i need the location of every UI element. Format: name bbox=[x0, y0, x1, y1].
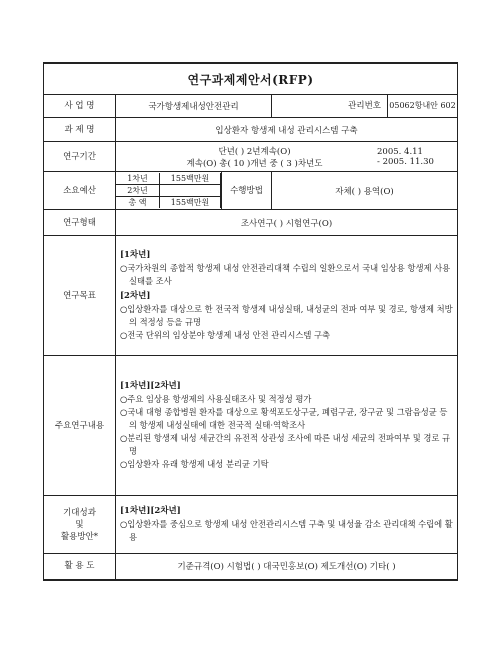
budget-row bbox=[116, 185, 221, 197]
budget-year: 총 액 bbox=[116, 197, 160, 209]
budget-row bbox=[116, 197, 221, 209]
goal-item: ○입상환자를 대상으로 한 전국적 항생제 내성실태, 내성균의 전파 여부 및 경로, 항생제 처방의 적정성 등을 규명 bbox=[120, 304, 453, 327]
outcome-body bbox=[116, 496, 458, 554]
outcome-item: ○입상환자를 중심으로 항생제 내성 안전관리시스템 구축 및 내성율 감소 관리대책 수립에 활용 bbox=[120, 519, 453, 542]
task-name-label: 과 제 명 bbox=[44, 118, 116, 142]
budget-amount: 155백만원 bbox=[160, 173, 221, 185]
budget-table bbox=[116, 173, 221, 208]
period-value bbox=[116, 142, 458, 172]
period-years: 계속(O) 총( 10 )개년 중 ( 3 )차년도 bbox=[186, 158, 323, 169]
goal-year1-heading: [1차년] bbox=[120, 250, 151, 260]
content-item: ○주요 임상용 항생제의 사용실태조사 및 적정성 평가 bbox=[120, 394, 312, 404]
outcome-label-line: 활용방안* bbox=[60, 531, 99, 542]
method-value: 자체( ) 용역(O) bbox=[272, 172, 458, 210]
research-form-label: 연구형태 bbox=[44, 210, 116, 236]
goal-year2-heading: [2차년] bbox=[120, 291, 151, 301]
budget-amount: 155백만원 bbox=[160, 197, 221, 209]
budget-year: 2차년 bbox=[116, 185, 160, 197]
content-item: ○임상환자 유래 항생제 내성 분리균 기탁 bbox=[120, 459, 269, 469]
task-name-value: 입상환자 항생제 내성 관리시스템 구축 bbox=[116, 118, 458, 142]
goal-item: ○전국 단위의 임상분야 항생제 내성 안전 관리시스템 구축 bbox=[120, 330, 331, 340]
research-form-value: 조사연구( ) 시험연구(O) bbox=[116, 210, 458, 236]
content-heading: [1차년][2차년] bbox=[120, 381, 181, 391]
project-name-label: 사 업 명 bbox=[44, 95, 116, 118]
content-item: ○국내 대형 종합병원 환자를 대상으로 황색포도상구균, 폐렴구균, 장구균 및 그람음성균 등의 항생제 내성실태에 대한 전국적 실태·역학조사 bbox=[120, 407, 448, 430]
management-number-label: 관리번호 bbox=[272, 95, 388, 118]
goal-body bbox=[116, 236, 458, 356]
usage-label: 활 용 도 bbox=[44, 554, 116, 580]
management-number-value: 05062항내안 602 bbox=[388, 95, 458, 118]
period-label: 연구기간 bbox=[44, 142, 116, 172]
outcome-label-line: 및 bbox=[75, 519, 84, 530]
budget-row bbox=[116, 173, 221, 185]
period-type: 단년( ) 2년계속(O) bbox=[218, 146, 291, 157]
content-label: 주요연구내용 bbox=[44, 356, 116, 496]
goal-item: ○국가차원의 종합적 항생제 내성 안전관리대책 수립의 일환으로서 국내 임상용 항생제 사용실태를 조사 bbox=[120, 263, 451, 286]
budget-table-cell bbox=[116, 172, 222, 210]
period-end-date: - 2005. 11.30 bbox=[377, 156, 434, 167]
content-body bbox=[116, 356, 458, 496]
method-label: 수행방법 bbox=[222, 172, 272, 210]
rfp-form bbox=[43, 62, 457, 581]
goal-label: 연구목표 bbox=[44, 236, 116, 356]
outcome-label bbox=[44, 496, 116, 554]
project-name-value: 국가항생제내성안전관리 bbox=[116, 95, 272, 118]
budget-label: 소요예산 bbox=[44, 172, 116, 210]
document-title: 연구과제제안서(RFP) bbox=[44, 63, 458, 95]
period-start-date: 2005. 4.11 bbox=[377, 146, 423, 157]
outcome-label-line: 기대성과 bbox=[63, 507, 96, 518]
rfp-table bbox=[43, 62, 458, 581]
budget-amount bbox=[160, 185, 221, 197]
content-item: ○분리된 항생제 내성 세균간의 유전적 상관성 조사에 따른 내성 세균의 전파여부 및 경로 규명 bbox=[120, 433, 451, 456]
usage-value: 기준규격(O) 시험법( ) 대국민홍보(O) 제도개선(O) 기타( ) bbox=[116, 554, 458, 580]
budget-year: 1차년 bbox=[116, 173, 160, 185]
outcome-heading: [1차년][2차년] bbox=[120, 506, 181, 516]
